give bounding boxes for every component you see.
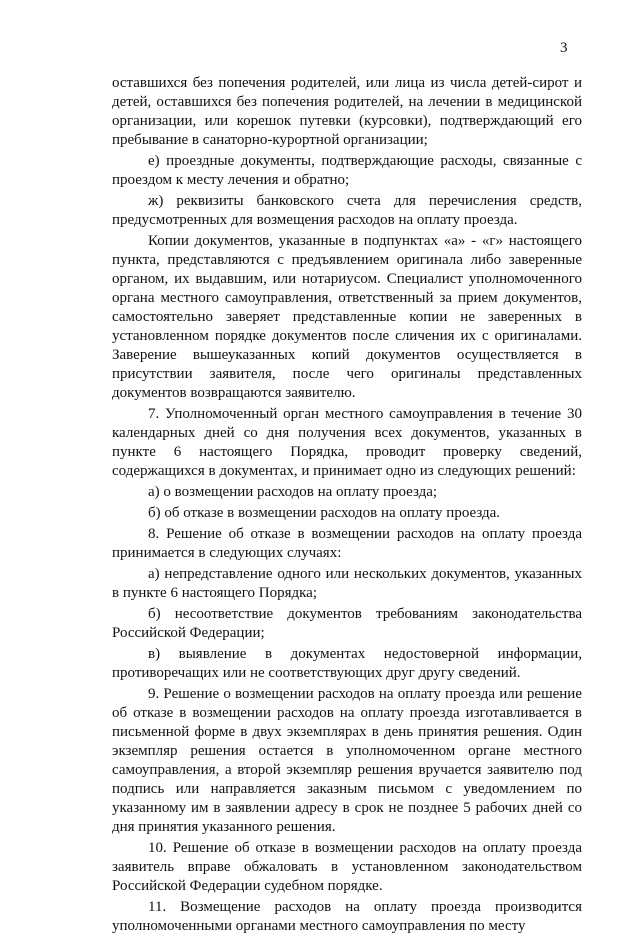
paragraph-case-b: б) несоответствие документов требованиям законодательства Российской Федерации; (112, 606, 582, 641)
paragraph-copies: Копии документов, указанные в подпунктах «а» - «г» настоящего пункта, представляются с предъявлением оригинала либо заверенные органом, их выдавшим, или нотариусом. Специалист уполномоченного органа местного самоуправления, ответственный за прием документов, самостоятельно заверяет представленные копии не заверенных в установленном порядке документов после сличения их с оригиналами. Заверение вышеуказанных копий документов осуществляется в присутствии заявителя, после чего оригиналы представленных документов возвращаются заявителю. (112, 233, 582, 401)
paragraph-case-a: а) непредставление одного или нескольких документов, указанных в пункте 6 настоящего Порядка; (112, 566, 582, 601)
paragraph-section-7: 7. Уполномоченный орган местного самоуправления в течение 30 календарных дней со дня получения всех документов, указанных в пункте 6 настоящего Порядка, проводит проверку сведений, содержащихся в документах, и принимает одно из следующих решений: (112, 406, 582, 479)
paragraph-section-11: 11. Возмещение расходов на оплату проезда производится уполномоченными органами местного самоуправления по месту (112, 899, 582, 934)
paragraph-decision-b: б) об отказе в возмещении расходов на оплату проезда. (148, 505, 501, 521)
paragraph-case-c: в) выявление в документах недостоверной информации, противоречащих или не соответствующих друг другу сведений. (112, 646, 582, 681)
page-number: 3 (560, 40, 568, 56)
paragraph-decision-a: а) о возмещении расходов на оплату проезда; (148, 484, 438, 500)
paragraph-section-9: 9. Решение о возмещении расходов на оплату проезда или решение об отказе в возмещении расходов на оплату проезда изготавливается в письменной форме в двух экземплярах в день принятия решения. Один экземпляр решения остается в уполномоченном органе местного самоуправления, а второй экземпляр решения вручается заявителю под подпись или направляется заказным письмом с уведомлением по указанному им в заявлении адресу в срок не позднее 5 рабочих дней со дня принятия указанного решения. (112, 686, 582, 835)
paragraph-item-zh: ж) реквизиты банковского счета для перечисления средств, предусмотренных для возмещения расходов на оплату проезда. (112, 193, 582, 228)
paragraph-section-10: 10. Решение об отказе в возмещении расходов на оплату проезда заявитель вправе обжаловать в установленном законодательством Российской Федерации судебном порядке. (112, 840, 582, 894)
paragraph-item-e: е) проездные документы, подтверждающие расходы, связанные с проездом к месту лечения и обратно; (112, 153, 582, 188)
paragraph-section-8: 8. Решение об отказе в возмещении расходов на оплату проезда принимается в следующих случаях: (112, 526, 582, 561)
paragraph-continuation: оставшихся без попечения родителей, или лица из числа детей-сирот и детей, оставшихся без попечения родителей, на лечении в медицинской организации, или корешок путевки (курсовки), подтверждающий его пребывание в санаторно-курортной организации; (112, 75, 582, 148)
document-body (112, 74, 582, 936)
